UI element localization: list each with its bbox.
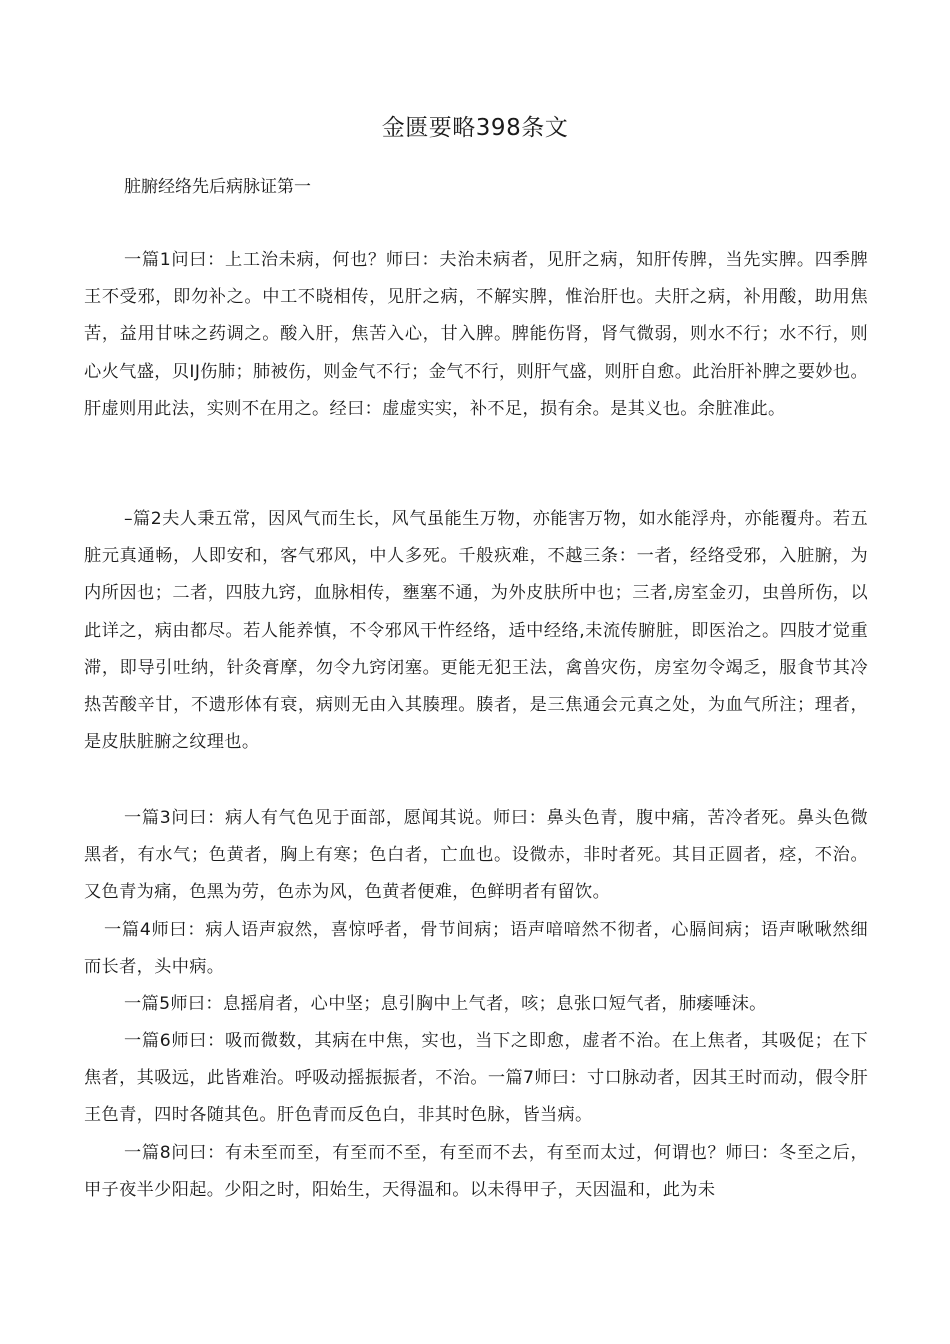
paragraph-article-4: 一篇4师曰：病人语声寂然，喜惊呼者，骨节间病；语声喑喑然不彻者，心膈间病；语声啾啾然细而长者，头中病。 xyxy=(84,920,868,978)
paragraph-article-2: –篇2夫人秉五常，因风气而生长，风气虽能生万物，亦能害万物，如水能浮舟，亦能覆舟。若五脏元真通畅，人即安和，客气邪风，中人多死。千般疢难，不越三条：一者，经络受邪，入脏腑，为内所因也；二者，四肢九窍，血脉相传，壅塞不通，为外皮肤所中也；三者,房室金刃，虫兽所伤，以此详之，病由都尽。若人能养慎，不令邪风干忤经络，适中经络,未流传腑脏，即医治之。四肢才觉重滞，即导引吐纳，针灸膏摩，勿令九窍闭塞。更能无犯王法，禽兽灾伤，房室勿令竭乏，服食节其冷热苦酸辛甘，不遗形体有衰，病则无由入其腠理。腠者，是三焦通会元真之处，为血气所注；理者，是皮肤脏腑之纹理也。 xyxy=(84,509,868,753)
document-title: 金匮要略398条文 xyxy=(381,115,569,141)
chapter-heading: 脏腑经络先后病脉证第一 xyxy=(124,177,311,197)
paragraph-article-3: 一篇3问曰：病人有气色见于面部，愿闻其说。师曰：鼻头色青，腹中痛，苦冷者死。鼻头色微黑者，有水气；色黄者，胸上有寒；色白者，亡血也。设微赤，非时者死。其目正圆者，痉，不治。又色青为痛，色黑为劳，色赤为风，色黄者便难，色鲜明者有留饮。 xyxy=(84,808,868,903)
paragraph-article-6-7: 一篇6师曰：吸而微数，其病在中焦，实也，当下之即愈，虚者不治。在上焦者，其吸促；在下焦者，其吸远，此皆难治。呼吸动摇振振者，不治。一篇7师曰：寸口脉动者，因其王时而动，假令肝王色青，四时各随其色。肝色青而反色白，非其时色脉，皆当病。 xyxy=(84,1031,868,1126)
paragraph-article-5: 一篇5师曰：息摇肩者，心中坚；息引胸中上气者，咳；息张口短气者，肺痿唾沫。 xyxy=(124,994,767,1014)
paragraph-article-1: 一篇1问曰：上工治未病，何也？师曰：夫治未病者，见肝之病，知肝传脾，当先实脾。四季脾王不受邪，即勿补之。中工不晓相传，见肝之病，不解实脾，惟治肝也。夫肝之病，补用酸，助用焦苦，益用甘味之药调之。酸入肝，焦苦入心，甘入脾。脾能伤肾，肾气微弱，则水不行；水不行，则心火气盛，贝IJ伤肺；肺被伤，则金气不行；金气不行，则肝气盛，则肝自愈。此治肝补脾之要妙也。肝虚则用此法，实则不在用之。经曰：虚虚实实，补不足，损有余。是其义也。余脏准此。 xyxy=(84,250,868,419)
paragraph-article-8: 一篇8问曰：有未至而至，有至而不至，有至而不去，有至而太过，何谓也？师曰：冬至之后，甲子夜半少阳起。少阳之时，阳始生，天得温和。以未得甲子，天因温和，此为未 xyxy=(84,1143,868,1201)
